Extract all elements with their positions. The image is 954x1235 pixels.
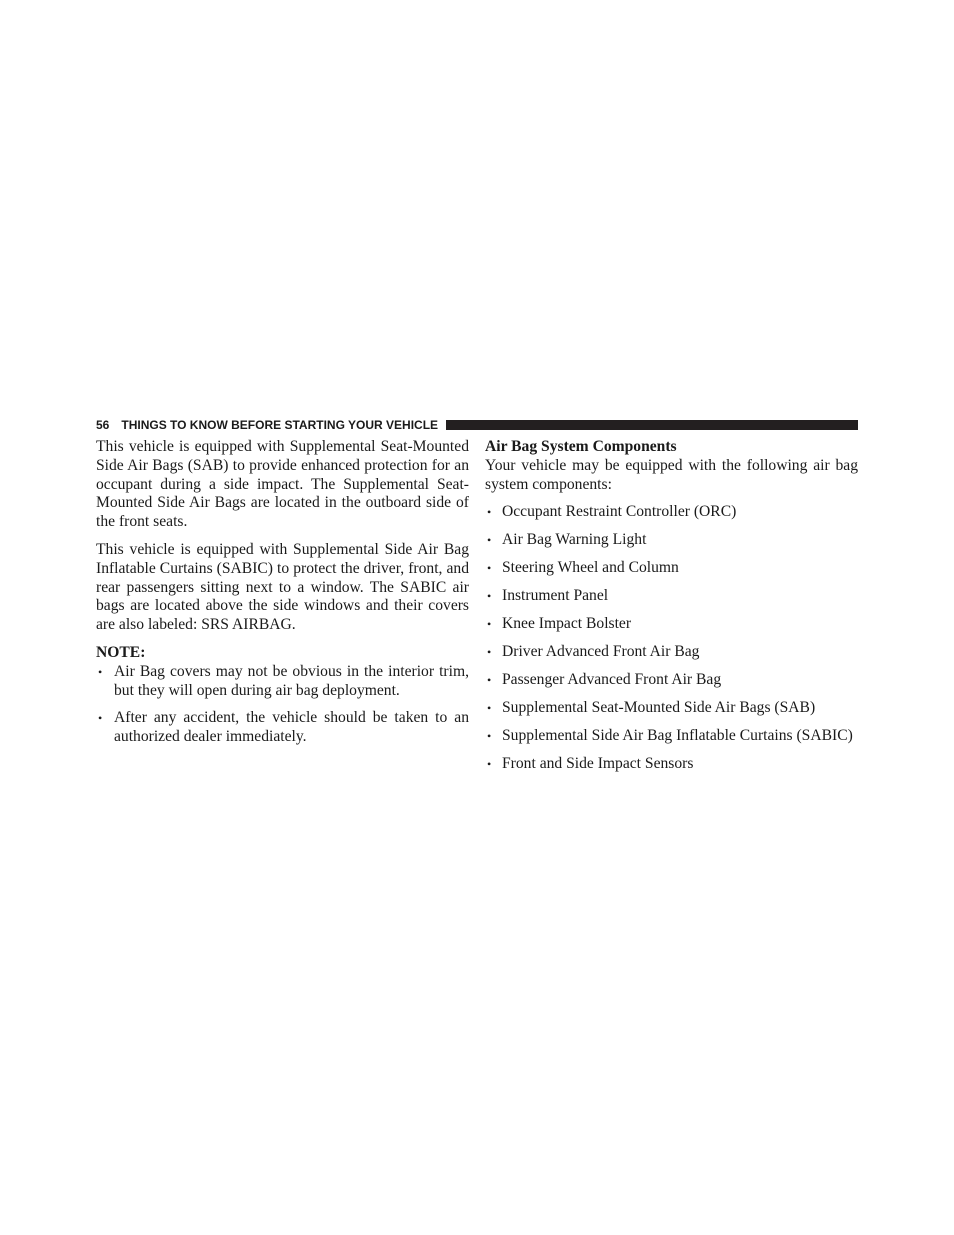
- note-item-text: Air Bag covers may not be obvious in the interior trim, but they will open during air bag deployment.: [114, 662, 469, 699]
- note-item: [96, 709, 469, 747]
- list-item: [485, 531, 858, 550]
- components-list: [485, 503, 858, 774]
- list-item-text: Air Bag Warning Light: [502, 531, 647, 549]
- left-column: [96, 438, 469, 747]
- right-column: [485, 438, 858, 774]
- list-item: [485, 699, 858, 718]
- list-item-text: Occupant Restraint Controller (ORC): [502, 503, 737, 521]
- bullet-icon: •: [487, 505, 492, 520]
- list-item-text: Steering Wheel and Column: [502, 559, 679, 577]
- list-item-text: Knee Impact Bolster: [502, 615, 632, 633]
- bullet-icon: •: [487, 617, 492, 632]
- list-item: [485, 671, 858, 690]
- page-number: 56: [96, 418, 110, 432]
- list-item: [485, 755, 858, 774]
- note-item: [96, 663, 469, 701]
- list-item: [485, 727, 858, 746]
- header-rule-bar: [446, 420, 858, 430]
- list-item-text: Supplemental Side Air Bag Inflatable Curtains (SABIC): [502, 727, 853, 745]
- list-item-text: Driver Advanced Front Air Bag: [502, 643, 700, 661]
- bullet-icon: •: [487, 589, 492, 604]
- bullet-icon: •: [487, 673, 492, 688]
- list-item-text: Supplemental Seat-Mounted Side Air Bags (SAB): [502, 699, 816, 717]
- list-item: [485, 587, 858, 606]
- note-label: NOTE:: [96, 643, 146, 661]
- bullet-icon: •: [487, 561, 492, 576]
- list-item-text: Passenger Advanced Front Air Bag: [502, 671, 722, 689]
- intro-paragraph: Your vehicle may be equipped with the following air bag system components:: [485, 456, 858, 493]
- list-item: [485, 503, 858, 522]
- list-item: [485, 559, 858, 578]
- bullet-icon: •: [98, 664, 103, 679]
- bullet-icon: •: [487, 757, 492, 772]
- page-header: [96, 417, 858, 433]
- bullet-icon: •: [487, 729, 492, 744]
- list-item-text: Front and Side Impact Sensors: [502, 755, 694, 773]
- note-list: [96, 663, 469, 747]
- paragraph-sabic: This vehicle is equipped with Supplemental Side Air Bag Inflatable Curtains (SABIC) to protect the driver, front, and rear passengers sitting next to a window. The SABIC air bags are located above the side windows and their covers are also labeled: SRS AIRBAG.: [96, 540, 469, 634]
- section-title: THINGS TO KNOW BEFORE STARTING YOUR VEHICLE: [121, 418, 439, 432]
- list-item-text: Instrument Panel: [502, 587, 609, 605]
- bullet-icon: •: [487, 645, 492, 660]
- section-heading: Air Bag System Components: [485, 438, 677, 455]
- bullet-icon: •: [487, 533, 492, 548]
- list-item: [485, 615, 858, 634]
- list-item: [485, 643, 858, 662]
- bullet-icon: •: [487, 701, 492, 716]
- note-item-text: After any accident, the vehicle should be taken to an authorized dealer immediately.: [114, 709, 469, 746]
- bullet-icon: •: [98, 711, 103, 726]
- paragraph-sab: This vehicle is equipped with Supplemental Seat-Mounted Side Air Bags (SAB) to provide enhanced protection for an occupant during a side impact. The Supplemental Seat-Mounted Side Air Bags are located in the outboard side of the front seats.: [96, 438, 469, 531]
